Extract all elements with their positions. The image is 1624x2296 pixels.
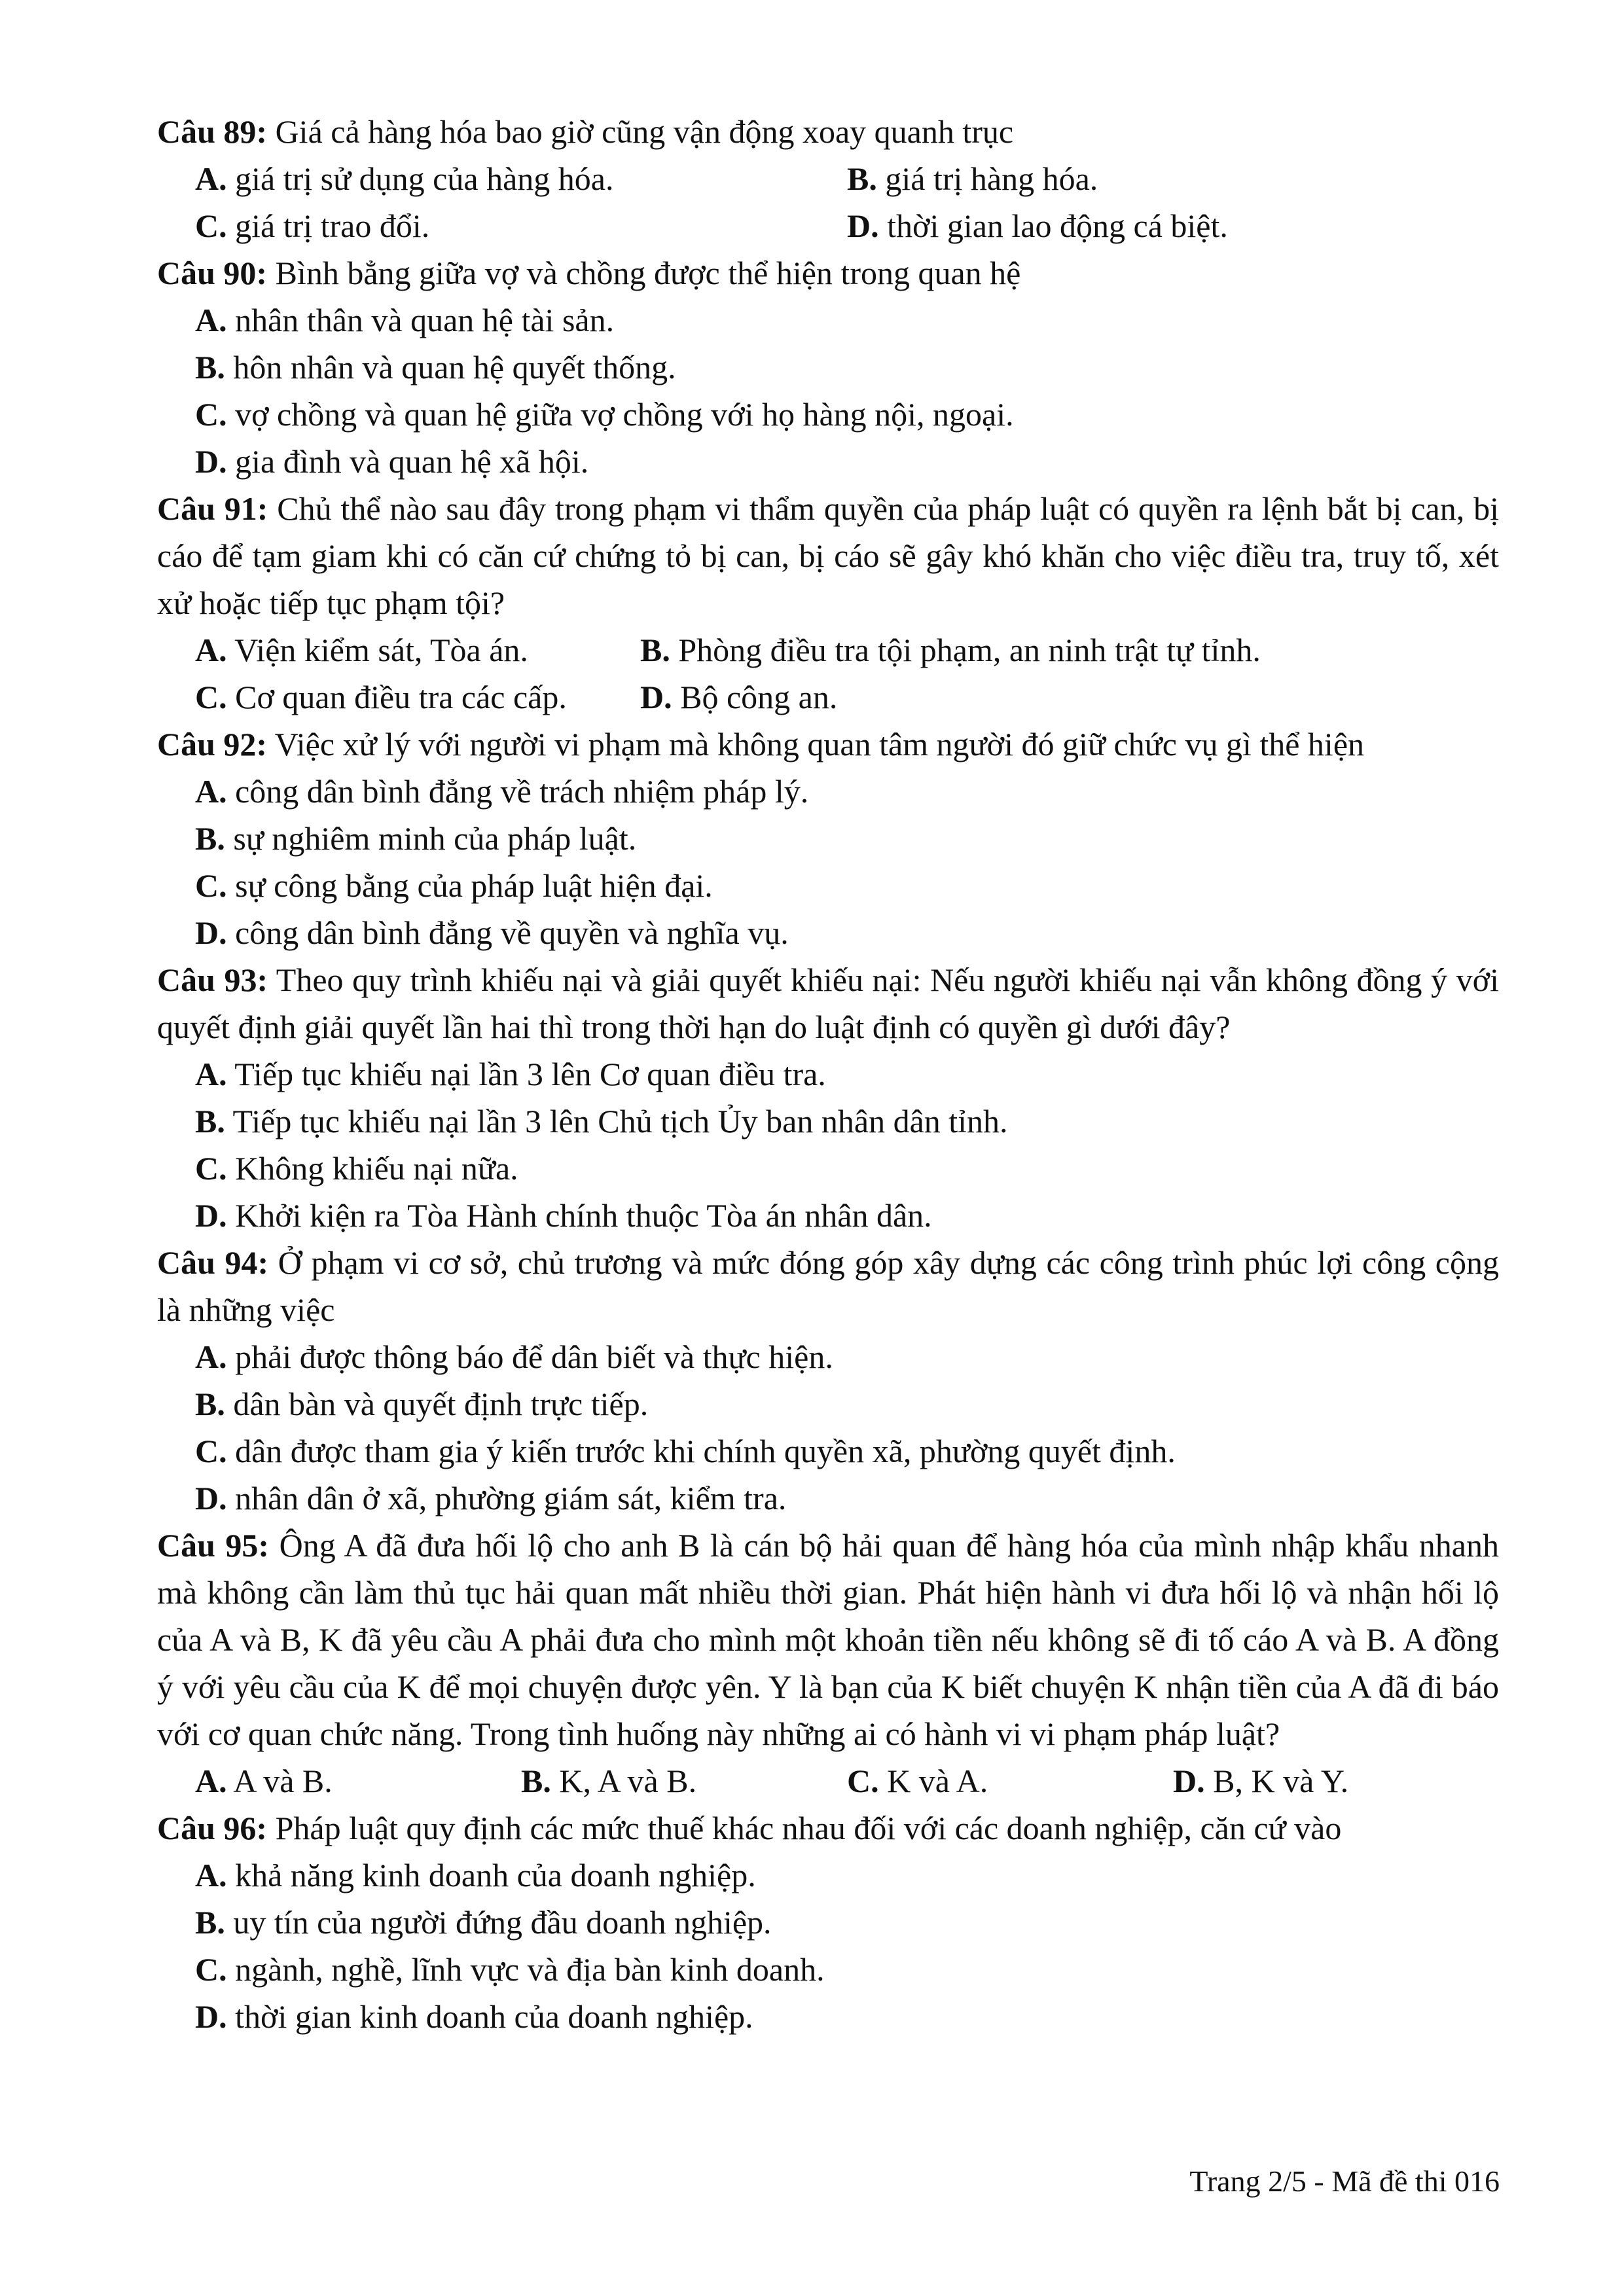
option-key: A. <box>195 1338 227 1375</box>
option-d <box>195 1475 1499 1522</box>
option-b <box>521 1757 847 1804</box>
option-a <box>195 155 847 202</box>
options-row <box>195 1757 1499 1804</box>
option-text: Cơ quan điều tra các cấp. <box>226 679 567 715</box>
option-text: thời gian lao động cá biệt. <box>878 207 1228 244</box>
option-key: D. <box>195 914 227 951</box>
question-text <box>157 485 1499 626</box>
question-95 <box>157 1522 1499 1804</box>
option-text: công dân bình đẳng về quyền và nghĩa vụ. <box>226 914 789 951</box>
option-text: Khởi kiện ra Tòa Hành chính thuộc Tòa án nhân dân. <box>226 1197 932 1234</box>
question-stem: Bình bẳng giữa vợ và chồng được thể hiện trong quan hệ <box>267 255 1021 291</box>
question-label: Câu 93: <box>157 961 268 998</box>
option-key: B. <box>847 160 877 197</box>
option-key: C. <box>195 396 227 433</box>
options-row <box>195 626 1499 673</box>
option-key: D. <box>195 1480 227 1516</box>
option-a <box>195 1050 1499 1098</box>
option-key: B. <box>195 349 225 386</box>
option-c <box>847 1757 1173 1804</box>
option-text: nhân thân và quan hệ tài sản. <box>226 302 615 338</box>
option-key: D. <box>195 1197 227 1234</box>
option-key: B. <box>195 820 225 857</box>
option-key: B. <box>195 1904 225 1941</box>
option-key: B. <box>521 1763 551 1799</box>
option-key: D. <box>847 207 879 244</box>
option-a <box>195 1757 521 1804</box>
option-text: K và A. <box>878 1763 988 1799</box>
question-stem: Chủ thể nào sau đây trong phạm vi thẩm quyền của pháp luật có quyền ra lệnh bắt bị can, bị cáo để tạm giam khi có căn cứ chứng tỏ bị can, bị cáo sẽ gây khó khăn cho việc điều tra, truy tố, xét xử hoặc tiếp tục phạm tội? <box>157 490 1499 621</box>
option-d <box>195 1993 1499 2040</box>
option-c <box>195 1427 1499 1475</box>
option-key: C. <box>195 1433 227 1469</box>
option-key: C. <box>195 679 227 715</box>
option-a <box>195 626 640 673</box>
option-key: D. <box>195 443 227 480</box>
question-stem: Giá cả hàng hóa bao giờ cũng vận động xoay quanh trục <box>267 113 1014 150</box>
option-text: công dân bình đẳng về trách nhiệm pháp lý. <box>226 773 809 810</box>
option-key: A. <box>195 1857 227 1893</box>
option-text: Tiếp tục khiếu nại lần 3 lên Chủ tịch Ủy ban nhân dân tỉnh. <box>225 1103 1008 1139</box>
page-footer: Trang 2/5 - Mã đề thi 016 <box>1189 2164 1500 2198</box>
question-label: Câu 95: <box>157 1527 270 1564</box>
option-key: A. <box>195 773 227 810</box>
question-93 <box>157 956 1499 1239</box>
option-text: A và B. <box>226 1763 333 1799</box>
option-text: uy tín của người đứng đầu doanh nghiệp. <box>225 1904 772 1941</box>
option-c <box>195 1946 1499 1993</box>
question-text <box>157 721 1499 768</box>
option-c <box>195 391 1499 438</box>
option-a <box>195 1852 1499 1899</box>
option-text: hôn nhân và quan hệ quyết thống. <box>225 349 676 386</box>
option-key: B. <box>640 632 670 668</box>
option-b <box>195 1098 1499 1145</box>
option-text: gia đình và quan hệ xã hội. <box>226 443 589 480</box>
option-text: khả năng kinh doanh của doanh nghiệp. <box>226 1857 756 1893</box>
option-key: D. <box>195 1998 227 2035</box>
option-key: A. <box>195 632 227 668</box>
question-label: Câu 96: <box>157 1810 268 1846</box>
options-row <box>195 155 1499 202</box>
option-text: dân được tham gia ý kiến trước khi chính quyền xã, phường quyết định. <box>226 1433 1176 1469</box>
question-label: Câu 91: <box>157 490 268 527</box>
option-d <box>195 909 1499 956</box>
option-text: nhân dân ở xã, phường giám sát, kiểm tra. <box>226 1480 787 1516</box>
question-91 <box>157 485 1499 721</box>
option-c <box>195 862 1499 909</box>
option-b <box>195 815 1499 862</box>
option-text: sự nghiêm minh của pháp luật. <box>225 820 637 857</box>
option-d <box>847 202 1499 249</box>
question-text <box>157 108 1499 155</box>
option-d <box>195 1192 1499 1239</box>
option-text: giá trị trao đổi. <box>226 207 430 244</box>
option-a <box>195 768 1499 815</box>
option-b <box>195 344 1499 391</box>
option-text: K, A và B. <box>550 1763 697 1799</box>
option-text: Không khiếu nại nữa. <box>226 1150 518 1187</box>
question-label: Câu 90: <box>157 255 268 291</box>
option-key: C. <box>195 1150 227 1187</box>
option-key: C. <box>195 867 227 904</box>
question-stem: Pháp luật quy định các mức thuế khác nhau đối với các doanh nghiệp, căn cứ vào <box>267 1810 1342 1846</box>
option-text: B, K và Y. <box>1204 1763 1349 1799</box>
option-text: giá trị hàng hóa. <box>876 160 1098 197</box>
question-94 <box>157 1239 1499 1522</box>
question-label: Câu 92: <box>157 726 268 762</box>
option-key: B. <box>195 1386 225 1422</box>
option-b <box>640 626 1261 673</box>
option-d <box>195 438 1499 485</box>
question-89 <box>157 108 1499 249</box>
option-text: Phòng điều tra tội phạm, an ninh trật tự tỉnh. <box>670 632 1261 668</box>
option-a <box>195 296 1499 344</box>
option-d <box>640 673 837 721</box>
question-text <box>157 1522 1499 1757</box>
option-text: Bộ công an. <box>672 679 838 715</box>
option-text: ngành, nghề, lĩnh vực và địa bàn kinh doanh. <box>226 1951 825 1988</box>
option-text: Viện kiểm sát, Tòa án. <box>226 632 528 668</box>
option-key: B. <box>195 1103 225 1139</box>
option-text: vợ chồng và quan hệ giữa vợ chồng với họ hàng nội, ngoại. <box>226 396 1014 433</box>
option-text: Tiếp tục khiếu nại lần 3 lên Cơ quan điều tra. <box>226 1056 826 1092</box>
option-key: A. <box>195 1056 227 1092</box>
question-92 <box>157 721 1499 956</box>
option-key: C. <box>847 1763 879 1799</box>
option-text: thời gian kinh doanh của doanh nghiệp. <box>226 1998 753 2035</box>
option-b <box>195 1899 1499 1946</box>
question-stem: Việc xử lý với người vi phạm mà không quan tâm người đó giữ chức vụ gì thể hiện <box>267 726 1365 762</box>
option-key: D. <box>1173 1763 1205 1799</box>
option-d <box>1173 1757 1499 1804</box>
question-90 <box>157 249 1499 485</box>
option-c <box>195 202 847 249</box>
question-stem: Theo quy trình khiếu nại và giải quyết khiếu nại: Nếu người khiếu nại vẫn không đồng ý với quyết định giải quyết lần hai thì trong thời hạn do luật định có quyền gì dưới đây? <box>157 961 1499 1045</box>
question-text <box>157 1804 1499 1852</box>
options-row <box>195 202 1499 249</box>
question-text <box>157 1239 1499 1333</box>
question-96 <box>157 1804 1499 2040</box>
options-row <box>195 673 1499 721</box>
option-c <box>195 673 640 721</box>
question-text <box>157 249 1499 296</box>
option-key: A. <box>195 302 227 338</box>
option-text: giá trị sử dụng của hàng hóa. <box>226 160 614 197</box>
option-key: A. <box>195 1763 227 1799</box>
question-text <box>157 956 1499 1050</box>
question-label: Câu 94: <box>157 1244 269 1281</box>
option-key: D. <box>640 679 672 715</box>
option-key: A. <box>195 160 227 197</box>
option-c <box>195 1145 1499 1192</box>
question-stem: Ông A đã đưa hối lộ cho anh B là cán bộ hải quan để hàng hóa của mình nhập khẩu nhanh mà không cần làm thủ tục hải quan mất nhiều thời gian. Phát hiện hành vi đưa hối lộ và nhận hối lộ của A và B, K đã yêu cầu A phải đưa cho mình một khoản tiền nếu không sẽ đi tố cáo A và B. A đồng ý với yêu cầu của K để mọi chuyện được yên. Y là bạn của K biết chuyện K nhận tiền của A đã đi báo với cơ quan chức năng. Trong tình huống này những ai có hành vi vi phạm pháp luật? <box>157 1527 1499 1752</box>
question-label: Câu 89: <box>157 113 268 150</box>
question-stem: Ở phạm vi cơ sở, chủ trương và mức đóng góp xây dựng các công trình phúc lợi công cộng là những việc <box>157 1244 1499 1328</box>
option-a <box>195 1333 1499 1380</box>
option-b <box>195 1380 1499 1427</box>
exam-page-content <box>157 108 1499 2040</box>
option-key: C. <box>195 207 227 244</box>
option-text: phải được thông báo để dân biết và thực hiện. <box>226 1338 833 1375</box>
option-text: sự công bằng của pháp luật hiện đại. <box>226 867 713 904</box>
option-b <box>847 155 1499 202</box>
option-key: C. <box>195 1951 227 1988</box>
option-text: dân bàn và quyết định trực tiếp. <box>225 1386 649 1422</box>
